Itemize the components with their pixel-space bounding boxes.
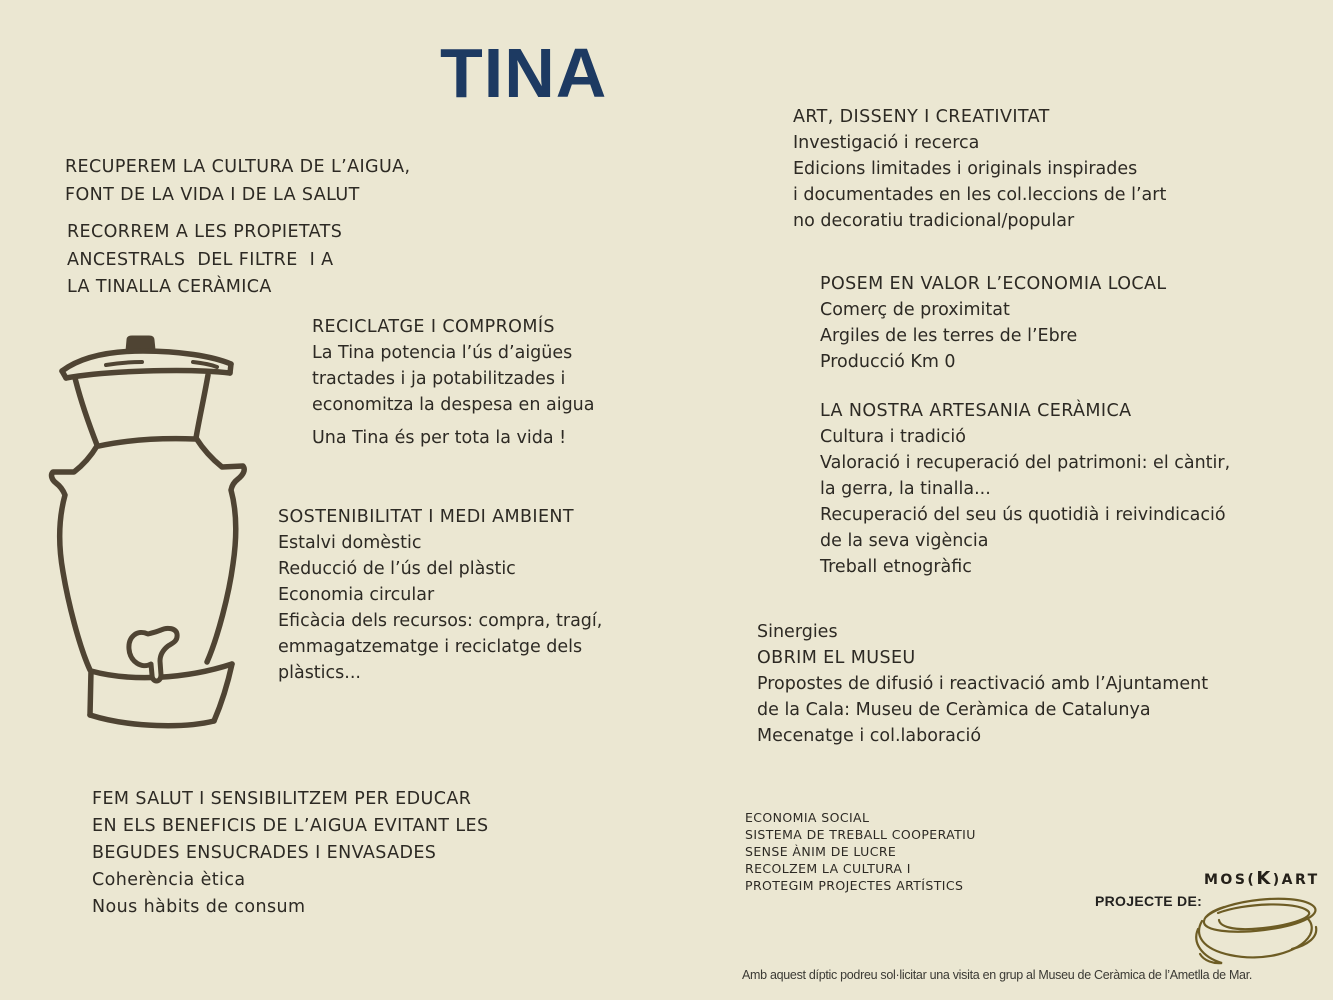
text-line: ECONOMIA SOCIAL — [745, 810, 870, 825]
text-line: Recuperació del seu ús quotidià i reivindicació — [820, 505, 1226, 525]
text-line: RECORREM A LES PROPIETATS — [67, 222, 343, 242]
text-line: Mecenatge i col.laboració — [757, 726, 982, 746]
text-line: SISTEMA DE TREBALL COOPERATIU — [745, 827, 976, 842]
section-heading: POSEM EN VALOR L’ECONOMIA LOCAL — [820, 274, 1167, 294]
text-line: Treball etnogràfic — [820, 557, 972, 577]
text-line: SENSE ÀNIM DE LUCRE — [745, 844, 897, 859]
text-line: Cultura i tradició — [820, 427, 966, 447]
sostenibilitat-block — [278, 504, 602, 686]
text-line: FEM SALUT I SENSIBILITZEM PER EDUCAR — [92, 789, 472, 809]
text-line: Propostes de difusió i reactivació amb l’Ajuntament — [757, 674, 1209, 694]
moskart-logo — [1192, 868, 1324, 967]
text-line: Producció Km 0 — [820, 352, 956, 372]
text-line: Nous hàbits de consum — [92, 897, 306, 917]
section-heading: OBRIM EL MUSEU — [757, 648, 916, 668]
text-line: i documentades en les col.leccions de l’art — [793, 185, 1167, 205]
section-heading: LA NOSTRA ARTESANIA CERÀMICA — [820, 401, 1132, 421]
text-line: Comerç de proximitat — [820, 300, 1010, 320]
page-title: TINA — [440, 34, 608, 112]
section-heading: ART, DISSENY I CREATIVITAT — [793, 107, 1050, 127]
text-line: FONT DE LA VIDA I DE LA SALUT — [65, 184, 360, 205]
moskart-logo-text: MOS(K)ART — [1204, 868, 1320, 889]
intro-block-2 — [67, 219, 342, 302]
tinalla-vessel-drawing — [46, 332, 250, 732]
text-line: de la Cala: Museu de Ceràmica de Catalunya — [757, 700, 1151, 720]
text-line: La Tina potencia l’ús d’aigües — [312, 343, 573, 363]
text-line: Argiles de les terres de l’Ebre — [820, 326, 1078, 346]
artesania-block — [820, 398, 1230, 580]
text-line: RECOLZEM LA CULTURA I — [745, 861, 911, 876]
text-line: la gerra, la tinalla... — [820, 479, 991, 499]
text-line: BEGUDES ENSUCRADES I ENVASADES — [92, 843, 437, 863]
text-line: economitza la despesa en aigua — [312, 395, 595, 415]
art-disseny-block — [793, 104, 1166, 234]
text-line: ANCESTRALS DEL FILTRE I A — [67, 249, 334, 270]
text-line: no decoratiu tradicional/popular — [793, 211, 1075, 231]
text-line: RECUPEREM LA CULTURA DE L’AIGUA, — [65, 157, 411, 177]
text-line: Coherència ètica — [92, 870, 246, 890]
text-line: Economia circular — [278, 585, 435, 605]
section-heading: SOSTENIBILITAT I MEDI AMBIENT — [278, 507, 575, 527]
text-line: Sinergies — [757, 622, 838, 642]
text-line: EN ELS BENEFICIS DE L’AIGUA EVITANT LES — [92, 816, 489, 836]
text-line: Investigació i recerca — [793, 133, 980, 153]
sinergies-block — [757, 619, 1208, 749]
text-line: Reducció de l’ús del plàstic — [278, 559, 516, 579]
section-heading: RECICLATGE I COMPROMÍS — [312, 317, 555, 337]
text-line: Estalvi domèstic — [278, 533, 422, 553]
economia-local-block — [820, 271, 1167, 375]
reciclatge-block — [312, 314, 595, 451]
fem-salut-block — [92, 786, 488, 921]
text-line: de la seva vigència — [820, 531, 989, 551]
text-line: tractades i ja potabilitzades i — [312, 369, 566, 389]
text-line: Valoració i recuperació del patrimoni: el càntir, — [820, 453, 1231, 473]
footer-note: Amb aquest díptic podreu sol·licitar una visita en grup al Museu de Ceràmica de l’Ametlla de Mar. — [742, 968, 1253, 982]
intro-block-1 — [65, 154, 411, 209]
text-line: plàstics... — [278, 663, 361, 683]
text-line: LA TINALLA CERÀMICA — [67, 277, 272, 297]
text-line: Edicions limitades i originals inspirades — [793, 159, 1138, 179]
text-line: PROTEGIM PROJECTES ARTÍSTICS — [745, 878, 964, 893]
tinalla-vessel-icon — [46, 332, 250, 732]
valors-block — [745, 809, 976, 894]
text-line: Eficàcia dels recursos: compra, tragí, — [278, 611, 603, 631]
tagline: Una Tina és per tota la vida ! — [312, 428, 567, 448]
moskart-bowl-scribble-icon — [1192, 891, 1324, 967]
text-line: emmagatzematge i reciclatge dels — [278, 637, 583, 657]
projecte-de-label: PROJECTE DE: — [1095, 893, 1203, 909]
